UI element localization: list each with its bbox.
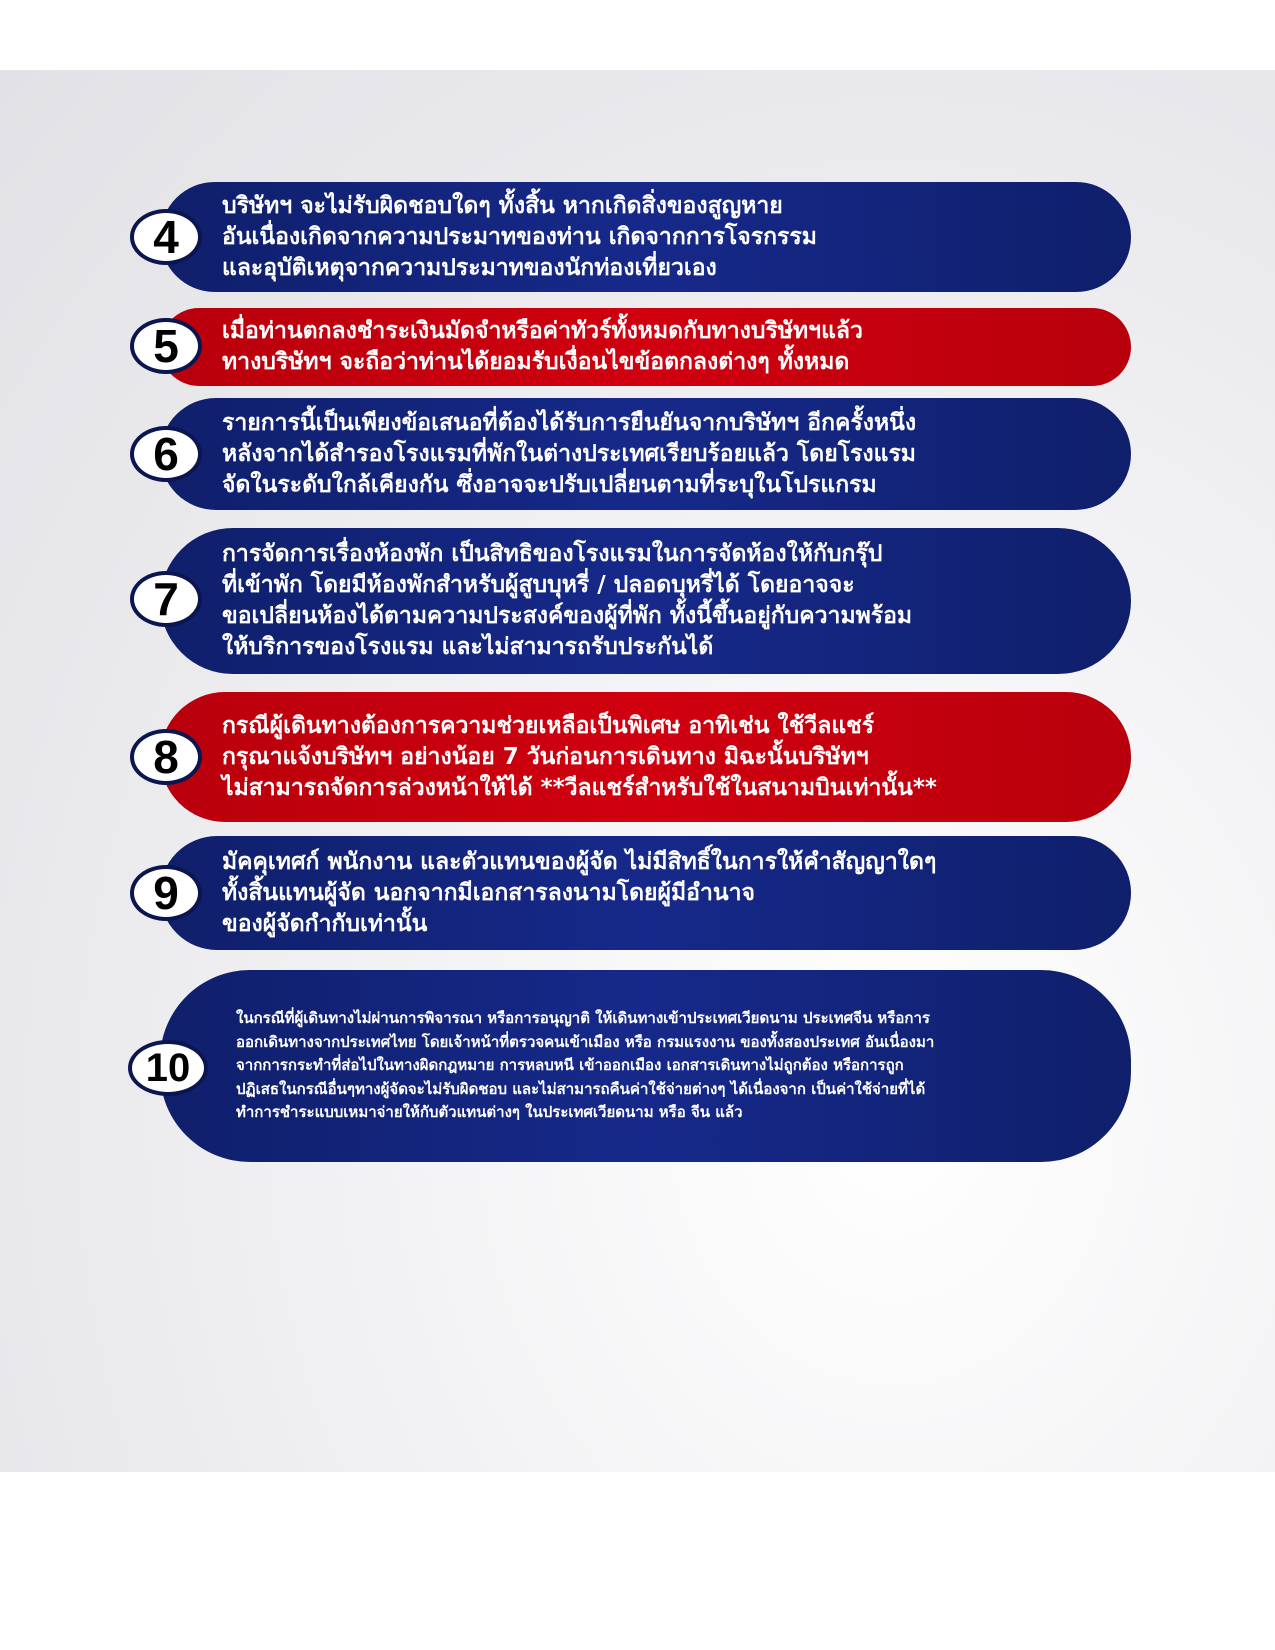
condition-text: รายการนี้เป็นเพียงข้อเสนอที่ต้องได้รับการยืนยันจากบริษัทฯ อีกครั้งหนึ่ง หลังจากได้สำรองโรงแรมที่พักในต่างประเทศเรียบร้อยแล้ว โดยโรงแรม จัดในระดับใกล้เคียงกัน ซึ่งอาจจะปรับเปลี่ยนตามที่ระบุในโปรแกรม <box>222 409 917 498</box>
condition-text: ในกรณีที่ผู้เดินทางไม่ผ่านการพิจารณา หรือการอนุญาติ ให้เดินทางเข้าประเทศเวียดนาม ประเทศจีน หรือการ ออกเดินทางจากประเทศไทย โดยเจ้าหน้าที่ตรวจคนเข้าเมือง หรือ กรมแรงงาน ของทั้งสองประเทศ อันเนื่องมา จากการกระทำที่ส่อไปในทางผิดกฎหมาย การหลบหนี เข้าออกเมือง เอกสารเดินทางไม่ถูกต้อง หรือการถูก ปฏิเสธในกรณีอื่นๆทางผู้จัดจะไม่รับผิดชอบ และไม่สามารถคืนค่าใช้จ่ายต่างๆ ได้เนื่องจาก เป็นค่าใช้จ่ายที่ได้ ทำการชำระแบบเหมาจ่ายให้กับตัวแทนต่างๆ ในประเทศเวียดนาม หรือ จีน แล้ว <box>236 1009 935 1122</box>
condition-item-8 <box>160 692 1131 822</box>
condition-text: กรณีผู้เดินทางต้องการความช่วยเหลือเป็นพิเศษ อาทิเช่น ใช้วีลแชร์ กรุณาแจ้งบริษัทฯ อย่างน้อย 7 วันก่อนการเดินทาง มิฉะนั้นบริษัทฯ ไม่สามารถจัดการล่วงหน้าให้ได้ **วีลแชร์สำหรับใช้ในสนามบินเท่านั้น** <box>222 712 937 801</box>
condition-item-5 <box>160 308 1131 386</box>
number-badge-5: 5 <box>130 318 202 374</box>
condition-item-10 <box>160 970 1131 1162</box>
number-badge-9: 9 <box>130 865 202 921</box>
number-badge-4: 4 <box>130 209 202 265</box>
number-badge-7: 7 <box>130 571 202 627</box>
condition-text: บริษัทฯ จะไม่รับผิดชอบใดๆ ทั้งสิ้น หากเกิดสิ่งของสูญหาย อันเนื่องเกิดจากความประมาทของท่าน เกิดจากการโจรกรรม และอุบัติเหตุจากความประมาทของนักท่องเที่ยวเอง <box>222 192 817 281</box>
condition-text: มัคคุเทศก์ พนักงาน และตัวแทนของผู้จัด ไม่มีสิทธิ์ในการให้คำสัญญาใดๆ ทั้งสิ้นแทนผู้จัด นอกจากมีเอกสารลงนามโดยผู้มีอำนาจ ของผู้จัดกำกับเท่านั้น <box>222 848 937 937</box>
condition-text: เมื่อท่านตกลงชำระเงินมัดจำหรือค่าทัวร์ทั้งหมดกับทางบริษัทฯแล้ว ทางบริษัทฯ จะถือว่าท่านได้ยอมรับเงื่อนไขข้อตกลงต่างๆ ทั้งหมด <box>222 318 863 375</box>
condition-item-9 <box>160 836 1131 950</box>
condition-text: การจัดการเรื่องห้องพัก เป็นสิทธิของโรงแรมในการจัดห้องให้กับกรุ๊ป ที่เข้าพัก โดยมีห้องพักสำหรับผู้สูบบุหรี่ / ปลอดบุหรี่ได้ โดยอาจจะ ขอเปลี่ยนห้องได้ตามความประสงค์ของผู้ที่พัก ทั้งนี้ขึ้นอยู่กับความพร้อม ให้บริการของโรงแรม และไม่สามารถรับประกันได้ <box>222 541 913 660</box>
condition-item-4 <box>160 182 1131 292</box>
number-badge-6: 6 <box>130 426 202 482</box>
condition-item-7 <box>160 528 1131 674</box>
number-badge-10: 10 <box>128 1040 208 1096</box>
number-badge-8: 8 <box>130 729 202 785</box>
condition-item-6 <box>160 398 1131 510</box>
